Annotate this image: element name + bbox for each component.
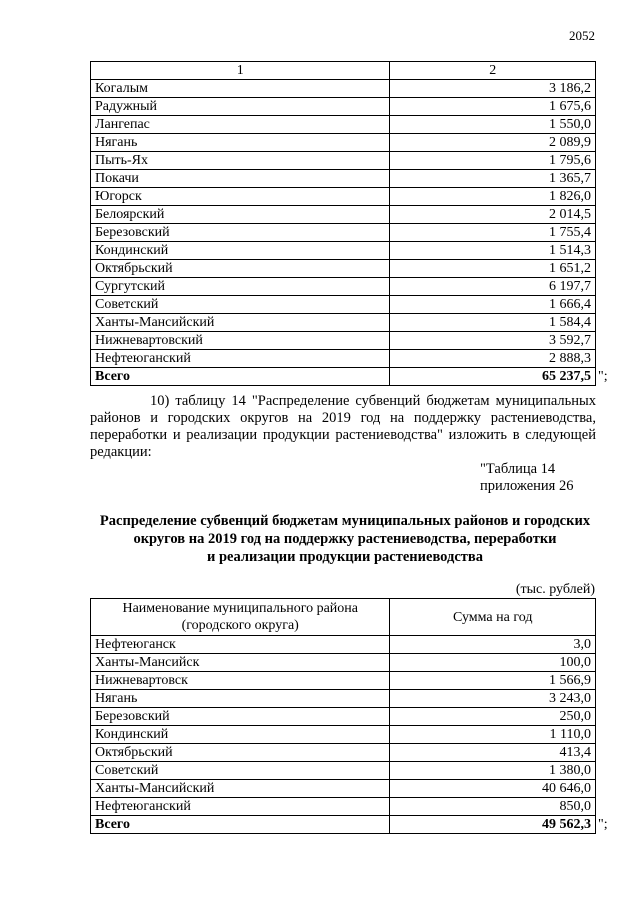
district-name: Югорск (91, 188, 390, 206)
district-name: Сургутский (91, 278, 390, 296)
column-header-amount: Сумма на год (390, 599, 596, 636)
amount-value: 1 110,0 (390, 726, 596, 744)
column-number-1: 1 (91, 62, 390, 80)
table-row (91, 636, 596, 654)
table-heading (80, 512, 610, 566)
district-name: Когалым (91, 80, 390, 98)
amount-value: 2 089,9 (390, 134, 596, 152)
amount-value: 3 186,2 (390, 80, 596, 98)
amount-value: 1 795,6 (390, 152, 596, 170)
district-name: Ханты-Мансийский (91, 780, 390, 798)
table-row (91, 116, 596, 134)
heading-line1: Распределение субвенций бюджетам муниципальных районов и городских (99, 513, 591, 529)
district-name: Лангепас (91, 116, 390, 134)
amount-value: 100,0 (390, 654, 596, 672)
district-name: Пыть-Ях (91, 152, 390, 170)
district-name: Ханты-Мансийский (91, 314, 390, 332)
table-row (91, 98, 596, 116)
district-name: Советский (91, 762, 390, 780)
district-name: Березовский (91, 708, 390, 726)
district-name: Октябрьский (91, 744, 390, 762)
district-name: Радужный (91, 98, 390, 116)
district-name: Советский (91, 296, 390, 314)
table-row (91, 260, 596, 278)
district-name: Нягань (91, 134, 390, 152)
closing-quote: "; (598, 368, 608, 384)
district-name: Белоярский (91, 206, 390, 224)
column-header-district: Наименование муниципального района (городского округа) (91, 599, 390, 636)
table-row (91, 134, 596, 152)
table-row (91, 780, 596, 798)
amount-value: 1 651,2 (390, 260, 596, 278)
table-row (91, 188, 596, 206)
district-name: Покачи (91, 170, 390, 188)
table2-body (91, 599, 596, 834)
page-number: 2052 (569, 28, 595, 43)
table-row (91, 708, 596, 726)
table-caption-line1: "Таблица 14 (480, 461, 556, 477)
amount-value: 1 755,4 (390, 224, 596, 242)
amount-value: 2 014,5 (390, 206, 596, 224)
table-row (91, 314, 596, 332)
table-row (91, 152, 596, 170)
district-name: Кондинский (91, 242, 390, 260)
district-name: Кондинский (91, 726, 390, 744)
total-value: 65 237,5 (390, 368, 596, 386)
amount-value: 2 888,3 (390, 350, 596, 368)
table-row (91, 242, 596, 260)
heading-line3: и реализации продукции растениеводства (207, 549, 483, 565)
district-name: Ханты-Мансийск (91, 654, 390, 672)
table-row (91, 654, 596, 672)
amount-value: 40 646,0 (390, 780, 596, 798)
table-row (91, 672, 596, 690)
total-row (91, 816, 596, 834)
subvention-table-14 (90, 598, 596, 834)
district-name: Нефтеюганск (91, 636, 390, 654)
district-name: Нефтеюганский (91, 350, 390, 368)
table-row (91, 726, 596, 744)
amendment-paragraph: 10) таблицу 14 "Распределение субвенций бюджетам муниципальных районов и городских округов на 2019 год на поддержку растениеводства, переработки и реализации продукции растениеводства" изложить в следующей редакции: (90, 393, 596, 460)
amount-value: 1 514,3 (390, 242, 596, 260)
district-name: Нягань (91, 690, 390, 708)
table-row (91, 350, 596, 368)
closing-quote: "; (598, 816, 608, 832)
total-label: Всего (91, 368, 390, 386)
amount-value: 1 675,6 (390, 98, 596, 116)
amount-value: 1 365,7 (390, 170, 596, 188)
total-value: 49 562,3 (390, 816, 596, 834)
amount-value: 250,0 (390, 708, 596, 726)
amount-value: 1 666,4 (390, 296, 596, 314)
table-row (91, 690, 596, 708)
amount-value: 1 584,4 (390, 314, 596, 332)
table-row (91, 762, 596, 780)
table-row (91, 332, 596, 350)
table1-body (91, 62, 596, 386)
heading-line2: округов на 2019 год на поддержку растениеводства, переработки (133, 531, 557, 547)
amount-value: 6 197,7 (390, 278, 596, 296)
amount-value: 3,0 (390, 636, 596, 654)
amount-value: 1 826,0 (390, 188, 596, 206)
table-caption-line2: приложения 26 (480, 478, 574, 494)
total-row (91, 368, 596, 386)
table-header-row (91, 62, 596, 80)
district-name: Нижневартовский (91, 332, 390, 350)
amount-value: 3 243,0 (390, 690, 596, 708)
table-row (91, 206, 596, 224)
district-name: Нижневартовск (91, 672, 390, 690)
table-row (91, 296, 596, 314)
table-header-row (91, 599, 596, 636)
table-row (91, 744, 596, 762)
amount-value: 1 550,0 (390, 116, 596, 134)
units-label: (тыс. рублей) (515, 582, 595, 597)
district-name: Нефтеюганский (91, 798, 390, 816)
column-number-2: 2 (390, 62, 596, 80)
district-name: Октябрьский (91, 260, 390, 278)
amount-value: 1 380,0 (390, 762, 596, 780)
table-row (91, 224, 596, 242)
amount-value: 850,0 (390, 798, 596, 816)
subvention-table-continued (90, 61, 596, 386)
table-row (91, 798, 596, 816)
amount-value: 413,4 (390, 744, 596, 762)
table-row (91, 278, 596, 296)
amount-value: 1 566,9 (390, 672, 596, 690)
table-row (91, 170, 596, 188)
district-name: Березовский (91, 224, 390, 242)
table-row (91, 80, 596, 98)
amount-value: 3 592,7 (390, 332, 596, 350)
total-label: Всего (91, 816, 390, 834)
